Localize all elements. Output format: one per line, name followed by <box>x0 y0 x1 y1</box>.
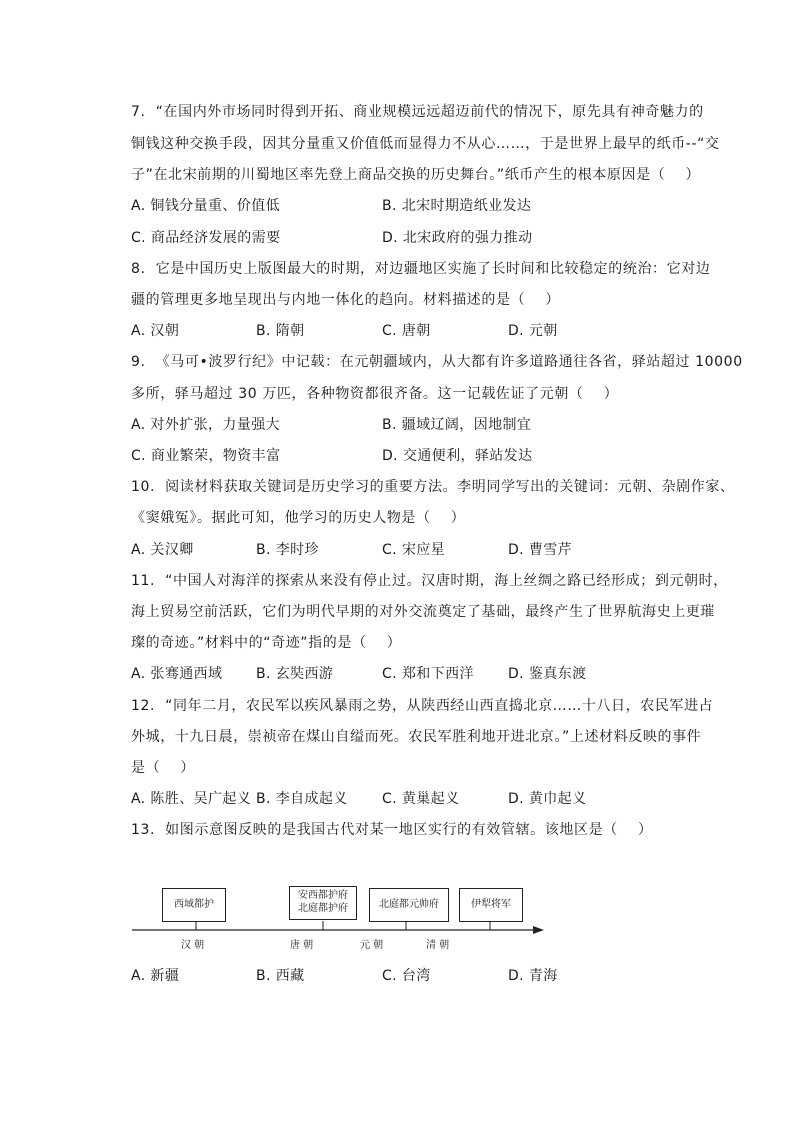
q10-option-b: B. 李时珍 <box>256 542 319 558</box>
q11-option-b: B. 玄奘西游 <box>256 666 334 682</box>
q7-option-b: B. 北宋时期造纸业发达 <box>382 198 532 214</box>
era-qing: 清 朝 <box>426 940 450 951</box>
timeline-arrow <box>533 926 544 934</box>
era-han: 汉 朝 <box>181 940 205 951</box>
q8-option-c: C. 唐朝 <box>382 323 431 339</box>
q12-line-3: 是（ ） <box>131 760 196 776</box>
q9-option-c: C. 商业繁荣，物资丰富 <box>131 448 281 464</box>
q11-line-2: 海上贸易空前活跃，它们为明代早期的对外交流奠定了基础，最终产生了世界航海史上更璀 <box>131 604 715 620</box>
q7-line-2: 铜钱这种交换手段，因其分量重又价值低而显得力不从心……，于是世界上最早的纸币--“交 <box>131 136 720 152</box>
q9-option-b: B. 疆域辽阔，因地制宜 <box>382 417 532 433</box>
q11-option-d: D. 鉴真东渡 <box>508 666 587 682</box>
q7-option-c: C. 商品经济发展的需要 <box>131 230 281 246</box>
q10-option-d: D. 曹雪芹 <box>508 542 573 558</box>
q9-option-d: D. 交通便利，驿站发达 <box>382 448 533 464</box>
q12-line-2: 外城，十九日晨，崇祯帝在煤山自缢而死。农民军胜利地开进北京。”上述材料反映的事件 <box>131 729 702 745</box>
timeline-diagram <box>130 880 550 960</box>
q11-option-c: C. 郑和下西洋 <box>382 666 474 682</box>
q12-option-c: C. 黄巢起义 <box>382 791 460 807</box>
q10-option-a: A. 关汉卿 <box>131 542 194 558</box>
q12-option-d: D. 黄巾起义 <box>508 791 587 807</box>
q7-option-d: D. 北宋政府的强力推动 <box>382 230 533 246</box>
box-han <box>162 888 226 922</box>
q12-option-b: B. 李自成起义 <box>256 791 348 807</box>
q7-option-a: A. 铜钱分量重、价值低 <box>131 198 281 214</box>
box-qing-label: 伊犁将军 <box>471 899 511 910</box>
q12-option-a: A. 陈胜、吴广起义 <box>131 791 252 807</box>
q8-line-1: 8. 它是中国历史上版图最大的时期，对边疆地区实施了长时间和比较稳定的统治：它对边 <box>131 261 711 277</box>
era-tang: 唐 朝 <box>290 940 314 951</box>
q8-line-2: 疆的管理更多地呈现出与内地一体化的趋向。材料描述的是（ ） <box>131 292 560 308</box>
era-yuan: 元 朝 <box>360 940 384 951</box>
q11-line-3: 璨的奇迹。”材料中的“奇迹”指的是（ ） <box>131 635 402 651</box>
q13-option-b: B. 西藏 <box>256 968 305 984</box>
q7-line-1: 7. “在国内外市场同时得到开拓、商业规模远远超迈前代的情况下，原先具有神奇魅力的 <box>131 104 704 120</box>
box-tang-label-2: 北庭都护府 <box>298 903 348 914</box>
box-yuan <box>369 888 449 922</box>
box-qing <box>459 888 523 922</box>
q9-line-2: 多所，驿马超过 30 万匹，各种物资都很齐备。这一记载佐证了元朝（ ） <box>131 386 619 402</box>
q13-option-c: C. 台湾 <box>382 968 431 984</box>
q9-line-1: 9. 《马可•波罗行纪》中记载：在元朝疆域内，从大都有许多道路通往各省，驿站超过 10000 <box>131 354 743 370</box>
box-tang-label-1: 安西都护府 <box>298 890 348 901</box>
q7-line-3: 子”在北宋前期的川蜀地区率先登上商品交换的历史舞台。”纸币产生的根本原因是（ ） <box>131 167 701 183</box>
box-tang <box>289 886 357 920</box>
q9-option-a: A. 对外扩张，力量强大 <box>131 417 281 433</box>
box-yuan-label: 北庭都元帅府 <box>379 899 439 910</box>
q8-option-a: A. 汉朝 <box>131 323 180 339</box>
q13-option-a: A. 新疆 <box>131 968 180 984</box>
q13-option-d: D. 青海 <box>508 968 558 984</box>
q11-line-1: 11. “中国人对海洋的探索从来没有停止过。汉唐时期，海上丝绸之路已经形成；到元朝时， <box>131 573 728 589</box>
q8-option-b: B. 隋朝 <box>256 323 305 339</box>
q10-line-1: 10. 阅读材料获取关键词是历史学习的重要方法。李明同学写出的关键词：元朝、杂剧作家、 <box>131 479 735 495</box>
q11-option-a: A. 张骞通西域 <box>131 666 223 682</box>
q8-option-d: D. 元朝 <box>508 323 558 339</box>
q10-option-c: C. 宋应星 <box>382 542 446 558</box>
q10-line-2: 《窦娥冤》。据此可知，他学习的历史人物是（ ） <box>131 510 466 526</box>
box-han-label: 西域都护 <box>174 899 214 910</box>
q13-line-1: 13. 如图示意图反映的是我国古代对某一地区实行的有效管辖。该地区是（ ） <box>131 822 653 838</box>
q12-line-1: 12. “同年二月，农民军以疾风暴雨之势，从陕西经山西直捣北京……十八日，农民军进占 <box>131 698 714 714</box>
